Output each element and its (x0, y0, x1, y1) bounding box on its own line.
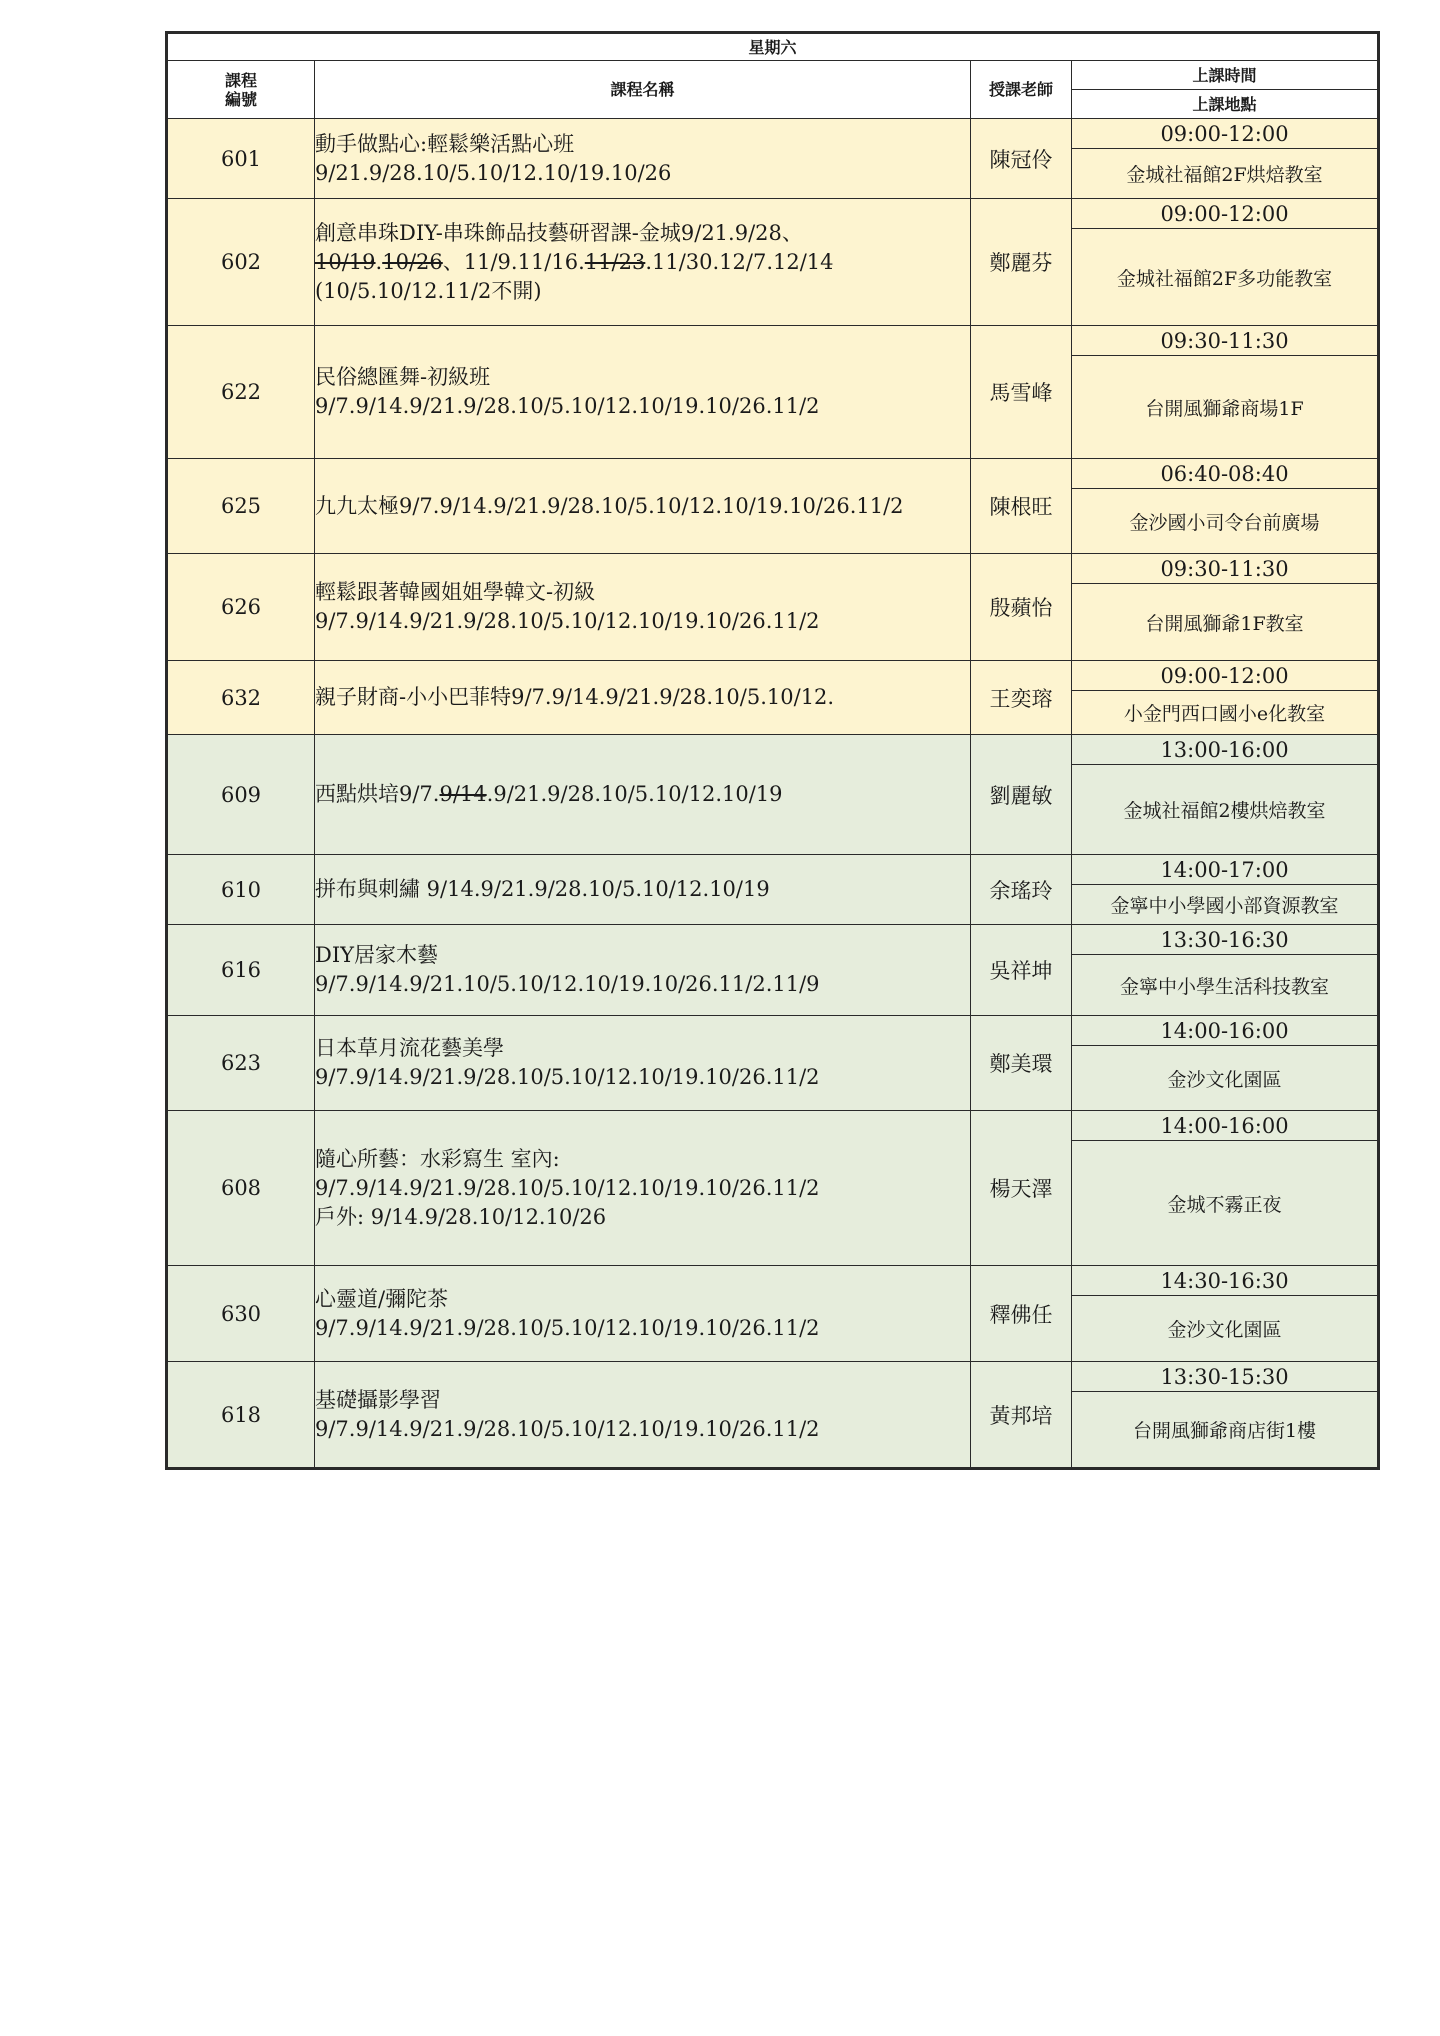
course-name-line (315, 1203, 970, 1232)
course-code: 601 (167, 119, 315, 199)
header-teacher: 授課老師 (971, 61, 1072, 119)
course-name-line (315, 492, 970, 521)
course-code: 623 (167, 1016, 315, 1111)
course-name (315, 925, 971, 1016)
course-code: 632 (167, 661, 315, 735)
teacher-name: 鄭麗芬 (971, 199, 1072, 326)
saturday-course-table (165, 31, 1380, 1470)
table-row (167, 1111, 1379, 1141)
table-row (167, 925, 1379, 955)
course-code: 622 (167, 326, 315, 459)
class-time: 06:40-08:40 (1072, 459, 1379, 489)
course-name-text: (10/5.10/12.11/2不開) (315, 278, 542, 303)
class-time: 09:00-12:00 (1072, 199, 1379, 229)
header-course-name: 課程名稱 (315, 61, 971, 119)
course-name-text: 9/7.9/14.9/21.9/28.10/5.10/12.10/19.10/26.11/2 (315, 1175, 820, 1200)
course-name-text: 西點烘培9/7. (315, 782, 440, 806)
header-time: 上課時間 (1072, 61, 1379, 90)
course-name-text: 9/7.9/14.9/21.10/5.10/12.10/19.10/26.11/2.11/9 (315, 972, 820, 996)
course-name-text: 9/7.9/14.9/21.9/28.10/5.10/12.10/19.10/26.11/2 (315, 1065, 820, 1089)
class-location: 台開風獅爺1F教室 (1072, 584, 1379, 661)
course-name (315, 735, 971, 855)
cancelled-date: 11/23 (584, 249, 646, 274)
course-name-line (315, 1034, 970, 1063)
course-name-text: 創意串珠DIY-串珠飾品技藝研習課-金城9/21.9/28、 (315, 220, 803, 245)
course-name-line (315, 363, 970, 392)
course-rows (167, 119, 1379, 1469)
course-name (315, 119, 971, 199)
teacher-name: 釋佛任 (971, 1266, 1072, 1362)
course-name-text: 9/7.9/14.9/21.9/28.10/5.10/12.10/19.10/26.11/2 (315, 394, 820, 418)
course-name-line (315, 607, 970, 636)
class-time: 14:00-17:00 (1072, 855, 1379, 885)
course-name (315, 326, 971, 459)
class-location: 金城社福館2F烘焙教室 (1072, 149, 1379, 199)
course-code: 602 (167, 199, 315, 326)
table-row (167, 661, 1379, 691)
course-name (315, 1362, 971, 1469)
course-name (315, 661, 971, 735)
course-name-line (315, 1063, 970, 1092)
table-row (167, 119, 1379, 149)
table-row (167, 1362, 1379, 1392)
cancelled-date: 10/26 (382, 249, 443, 274)
header-course-code (167, 61, 315, 119)
teacher-name: 王奕瑢 (971, 661, 1072, 735)
course-name-text: 九九太極9/7.9/14.9/21.9/28.10/5.10/12.10/19.10/26.11/2 (315, 493, 904, 518)
table-row (167, 326, 1379, 356)
course-name-line (315, 578, 970, 607)
course-name-line (315, 159, 970, 188)
course-code: 626 (167, 554, 315, 661)
teacher-name: 鄭美環 (971, 1016, 1072, 1111)
course-name-line (315, 248, 970, 277)
course-name-line (315, 277, 970, 306)
course-name-line (315, 1314, 970, 1343)
class-location: 金城不霧正夜 (1072, 1141, 1379, 1266)
course-name (315, 199, 971, 326)
course-name (315, 459, 971, 554)
course-name (315, 1266, 971, 1362)
class-time: 14:00-16:00 (1072, 1111, 1379, 1141)
course-name-text: .9/21.9/28.10/5.10/12.10/19 (486, 782, 783, 806)
table-row (167, 855, 1379, 885)
course-name-text: 9/7.9/14.9/21.9/28.10/5.10/12.10/19.10/26.11/2 (315, 609, 820, 633)
course-code: 609 (167, 735, 315, 855)
course-name-text: 隨心所藝：水彩寫生 室內: (315, 1146, 560, 1171)
class-time: 09:00-12:00 (1072, 661, 1379, 691)
cancelled-date: 9/14 (439, 782, 487, 806)
course-name-text: 輕鬆跟著韓國姐姐學韓文-初級 (315, 580, 596, 604)
course-code: 616 (167, 925, 315, 1016)
course-name-line (315, 392, 970, 421)
course-name-line (315, 1285, 970, 1314)
course-name-line (315, 875, 970, 904)
course-name-line (315, 780, 970, 809)
class-time: 13:30-15:30 (1072, 1362, 1379, 1392)
course-code: 625 (167, 459, 315, 554)
course-name (315, 855, 971, 925)
course-name-line (315, 970, 970, 999)
teacher-name: 殷蘋怡 (971, 554, 1072, 661)
class-time: 13:30-16:30 (1072, 925, 1379, 955)
course-code: 608 (167, 1111, 315, 1266)
class-location: 金寧中小學國小部資源教室 (1072, 885, 1379, 925)
class-location: 金沙文化園區 (1072, 1296, 1379, 1362)
teacher-name: 吳祥坤 (971, 925, 1072, 1016)
table-row (167, 735, 1379, 765)
column-header-row (167, 61, 1379, 90)
teacher-name: 余瑤玲 (971, 855, 1072, 925)
class-time: 14:00-16:00 (1072, 1016, 1379, 1046)
class-time: 14:30-16:30 (1072, 1266, 1379, 1296)
day-header-row (167, 33, 1379, 61)
table-row (167, 1266, 1379, 1296)
class-time: 09:30-11:30 (1072, 326, 1379, 356)
course-code: 610 (167, 855, 315, 925)
teacher-name: 陳冠伶 (971, 119, 1072, 199)
course-name-text: 9/7.9/14.9/21.9/28.10/5.10/12.10/19.10/26.11/2 (315, 1315, 820, 1340)
course-name (315, 1016, 971, 1111)
class-time: 09:00-12:00 (1072, 119, 1379, 149)
course-name-text: 戶外: 9/14.9/28.10/12.10/26 (315, 1204, 607, 1229)
teacher-name: 陳根旺 (971, 459, 1072, 554)
table-row (167, 554, 1379, 584)
class-time: 13:00-16:00 (1072, 735, 1379, 765)
course-name-line (315, 941, 970, 970)
class-location: 小金門西口國小e化教室 (1072, 691, 1379, 735)
cancelled-date: 10/19 (315, 249, 376, 274)
header-location: 上課地點 (1072, 90, 1379, 119)
course-name-line (315, 1415, 970, 1444)
course-name-text: 9/7.9/14.9/21.9/28.10/5.10/12.10/19.10/26.11/2 (315, 1416, 820, 1441)
teacher-name: 馬雪峰 (971, 326, 1072, 459)
course-name-text: 拼布與刺繡 9/14.9/21.9/28.10/5.10/12.10/19 (315, 877, 770, 901)
table-row (167, 1016, 1379, 1046)
course-name-line (315, 1386, 970, 1415)
course-name-line (315, 130, 970, 159)
course-name (315, 1111, 971, 1266)
course-name-line (315, 1174, 970, 1203)
class-location: 金寧中小學生活科技教室 (1072, 955, 1379, 1016)
day-title: 星期六 (167, 33, 1379, 61)
course-code: 618 (167, 1362, 315, 1469)
class-location: 金城社福館2F多功能教室 (1072, 229, 1379, 326)
course-code: 630 (167, 1266, 315, 1362)
class-location: 金沙文化園區 (1072, 1046, 1379, 1111)
course-name-text: 民俗總匯舞-初級班 (315, 365, 491, 389)
teacher-name: 楊天澤 (971, 1111, 1072, 1266)
teacher-name: 劉麗敏 (971, 735, 1072, 855)
course-name-line (315, 1145, 970, 1174)
course-name-line (315, 683, 970, 712)
course-name-text: .11/30.12/7.12/14 (645, 249, 834, 274)
class-location: 金沙國小司令台前廣場 (1072, 489, 1379, 554)
course-name-text: 9/21.9/28.10/5.10/12.10/19.10/26 (315, 160, 672, 185)
header-code-line1: 課程 (224, 70, 257, 90)
course-name-text: 動手做點心:輕鬆樂活點心班 (315, 131, 575, 156)
class-location: 台開風獅爺商場1F (1072, 356, 1379, 459)
table-row (167, 459, 1379, 489)
course-name-text: 日本草月流花藝美學 (315, 1036, 504, 1060)
class-location: 金城社福館2樓烘焙教室 (1072, 765, 1379, 855)
course-name-text: 心靈道/彌陀茶 (315, 1286, 449, 1311)
course-name (315, 554, 971, 661)
teacher-name: 黃邦培 (971, 1362, 1072, 1469)
course-name-text: . (375, 249, 383, 274)
class-location: 台開風獅爺商店街1樓 (1072, 1392, 1379, 1469)
course-name-text: 親子財商-小小巴菲特9/7.9/14.9/21.9/28.10/5.10/12. (315, 685, 835, 709)
course-name-text: DIY居家木藝 (315, 943, 438, 967)
course-name-text: 基礎攝影學習 (315, 1387, 441, 1412)
table-row (167, 199, 1379, 229)
class-time: 09:30-11:30 (1072, 554, 1379, 584)
course-name-text: 、11/9.11/16. (442, 249, 585, 274)
header-code-line2: 編號 (224, 89, 257, 109)
course-name-line (315, 219, 970, 248)
